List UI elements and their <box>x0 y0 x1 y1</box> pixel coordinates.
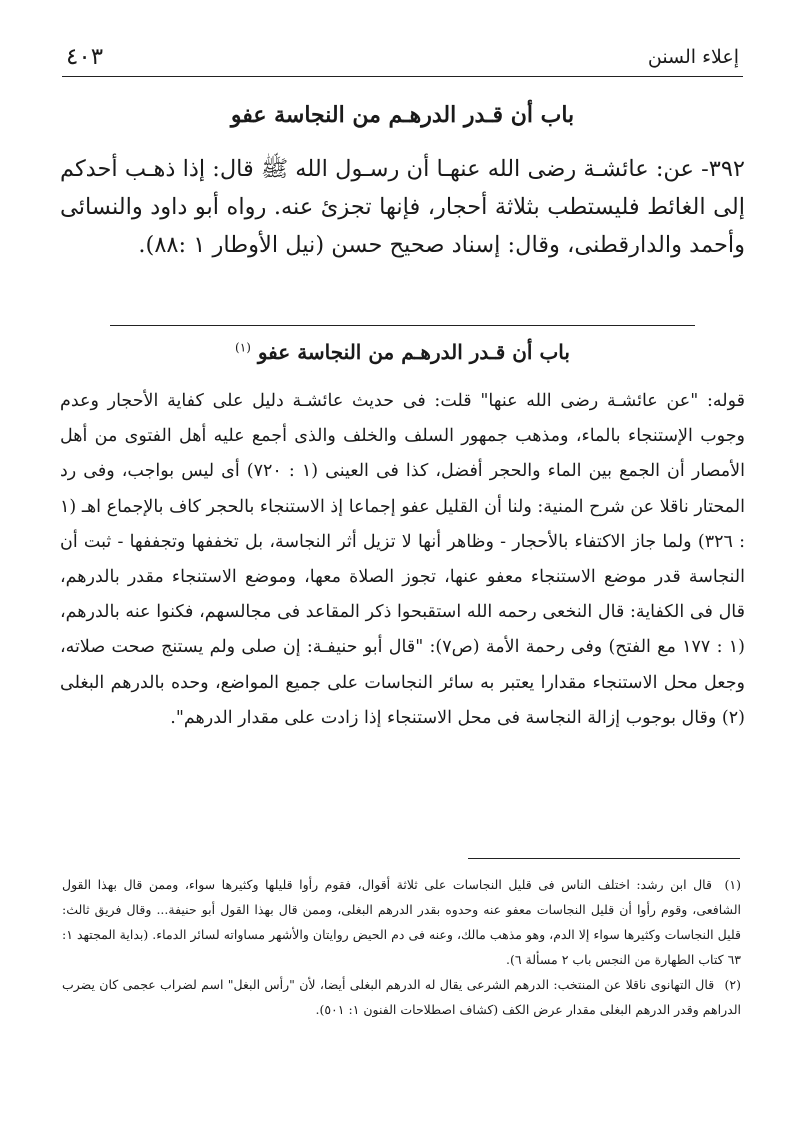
page-header <box>62 40 743 77</box>
footnote-number: (١) <box>724 877 741 892</box>
running-title: إعلاء السنن <box>647 46 739 68</box>
commentary-text: قوله: "عن عائشـة رضى الله عنها" قلت: فى حديث عائشـة دليل على كفاية الأحجار وعدم وجوب الإستنجاء بالماء، ومذهب جمهور السلف والخلف والذى أجمع عليه أهل الفتوى من أهل الأمصار أن الجمع بين الماء والحجر أفضل، كذا فى العينى (١ : ٧٢٠) أى ليس بواجب، وفى رد المحتار ناقلا عن شرح المنية: ولنا أن القليل عفو إجماعا إذ الاستنجاء بالحجر كاف بالإجماع اهـ (١ : ٣٢٦) ولما جاز الاكتفاء بالأحجار - وظاهر أنها لا تزيل أثر النجاسة، بل تخففها وتجففها - ثبت أن النجاسة قدر موضع الاستنجاء معفو عنها، تجوز الصلاة معها، وموضع الاستنجاء مقدر بالدرهم، قال فى الكفاية: قال النخعى رحمه الله استقبحوا ذكر المقاعد فى مجالسهم، فكنوا عنه بالدرهم، (١ : ١٧٧ مع الفتح) وفى رحمة الأمة (ص٧): "قال أبو حنيفـة: إن صلى ولم يستنج صحت صلاته، وجعل محل الاستنجاء مقدارا يعتبر به سائر النجاسات على جميع المواضع، وحده بالدرهم البغلى (٢) وقال بوجوب إزالة النجاسة فى محل الاستنجاء إذا زادت على مقدار الدرهم". <box>60 391 745 728</box>
footnotes <box>62 872 741 1022</box>
footnote-text: قال التهانوى ناقلا عن المنتخب: الدرهم الشرعى يقال له الدرهم البغلى أيضا، لأن "رأس البغل" اسم لضراب عجمى كان يضرب الدراهم وقدر الدرهم البغلى مقدار عرض الكف (كشاف اصطلاحات الفنون ١: ٥٠١). <box>62 977 741 1017</box>
footnote-number: (٢) <box>724 977 741 992</box>
footnote-ref-1: (١) <box>235 340 251 355</box>
commentary-title-text: باب أن قـدر الدرهـم من النجاسة عفو <box>257 340 570 364</box>
footnote-1 <box>62 872 741 972</box>
page-number: ٤٠٣ <box>66 44 104 70</box>
hadith-text: ٣٩٢- عن: عائشـة رضى الله عنهـا أن رسـول الله ﷺ قال: إذا ذهـب أحدكم إلى الغائط فليستطب بثلاثة أحجار، فإنها تجزئ عنه. رواه أبو داود والنسائى وأحمد والدارقطنى، وقال: إسناد صحيح حسن (نيل الأوطار ١ :٨٨). <box>60 156 745 258</box>
footnote-divider <box>468 858 740 859</box>
footnote-text: قال ابن رشد: اختلف الناس فى قليل النجاسات على ثلاثة أقوال، فقوم رأوا قليلها وكثيرها سواء، وممن قال بهذا القول الشافعى، وقوم رأوا أن قليل النجاسات معفو عنه وحدوه بقدر الدرهم البغلى، وممن قال بهذا القول أبو حنيفة... وقال فريق ثالث: قليل النجاسات وكثيرها سواء إلا الدم، وهو مذهب مالك، وعنه فى دم الحيض روايتان والأشهر مساواته لسائر الدماء. (بداية المجتهد ١: ٦٣ كتاب الطهارة من النجس باب ٢ مسألة ٦). <box>62 877 741 967</box>
section-divider <box>110 325 695 326</box>
commentary-title <box>62 340 743 364</box>
footnote-2 <box>62 972 741 1022</box>
chapter-title: باب أن قـدر الدرهـم من النجاسة عفو <box>230 102 575 128</box>
